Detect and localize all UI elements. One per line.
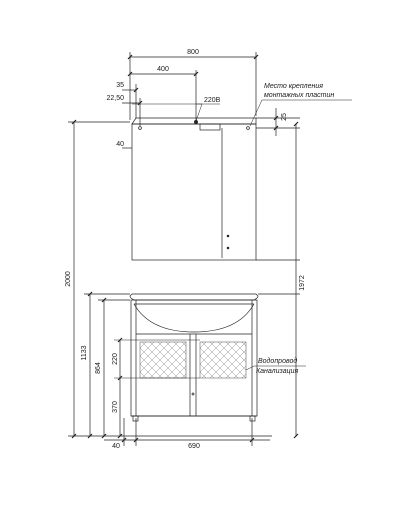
- dim-label-40-bottom: 40: [112, 443, 120, 450]
- dim-label-1972: 1972: [299, 275, 306, 291]
- mirror-light-box: [200, 124, 220, 130]
- grille-hatch: [140, 342, 246, 378]
- door-grille-right: [200, 342, 246, 378]
- vanity-foot: [133, 416, 138, 421]
- right-dimension-lines: [256, 124, 300, 436]
- mirror-cabinet: [132, 118, 256, 260]
- dim-label-370: 370: [112, 401, 119, 413]
- vanity-foot: [250, 416, 255, 421]
- dim-label-400: 400: [157, 66, 169, 73]
- dim-label-864: 864: [95, 362, 102, 374]
- mirror-top-shelf: [132, 118, 256, 124]
- door-grille-left: [140, 342, 186, 378]
- dim-label-800: 800: [187, 49, 199, 56]
- dim-label-2250: 22,50: [106, 95, 124, 102]
- mirror-cabinet-body: [132, 124, 256, 260]
- door-hinge-dot: [227, 235, 229, 237]
- mount-label-line2: монтажных пластин: [264, 92, 335, 99]
- mount-dimension: [250, 100, 352, 136]
- top-dimension-lines: [122, 52, 256, 148]
- door-knob: [192, 393, 194, 395]
- dim-label-25: 25: [281, 113, 288, 121]
- mount-plate-point: [247, 127, 250, 130]
- dim-label-2000: 2000: [65, 271, 72, 287]
- dim-label-1133: 1133: [81, 345, 88, 361]
- dimension-ticks: [72, 55, 298, 442]
- door-hinge-dot: [227, 247, 229, 249]
- mount-plate-point: [139, 127, 142, 130]
- water-label-line2: Канализация: [256, 368, 299, 375]
- dim-label-690: 690: [188, 443, 200, 450]
- socket-label: 220В: [204, 97, 221, 104]
- dim-label-40-top: 40: [116, 141, 124, 148]
- washbasin-top: [130, 294, 258, 300]
- water-label-line1: Водопровод: [258, 358, 298, 365]
- vanity-unit: [130, 294, 258, 421]
- dim-label-220: 220: [112, 353, 119, 365]
- left-dimension-lines: [68, 122, 272, 436]
- bottom-dimension-lines: [104, 418, 270, 446]
- washbasin-bowl: [134, 304, 254, 332]
- dim-label-35: 35: [116, 82, 124, 89]
- mount-label-line1: Место крепления: [264, 83, 324, 90]
